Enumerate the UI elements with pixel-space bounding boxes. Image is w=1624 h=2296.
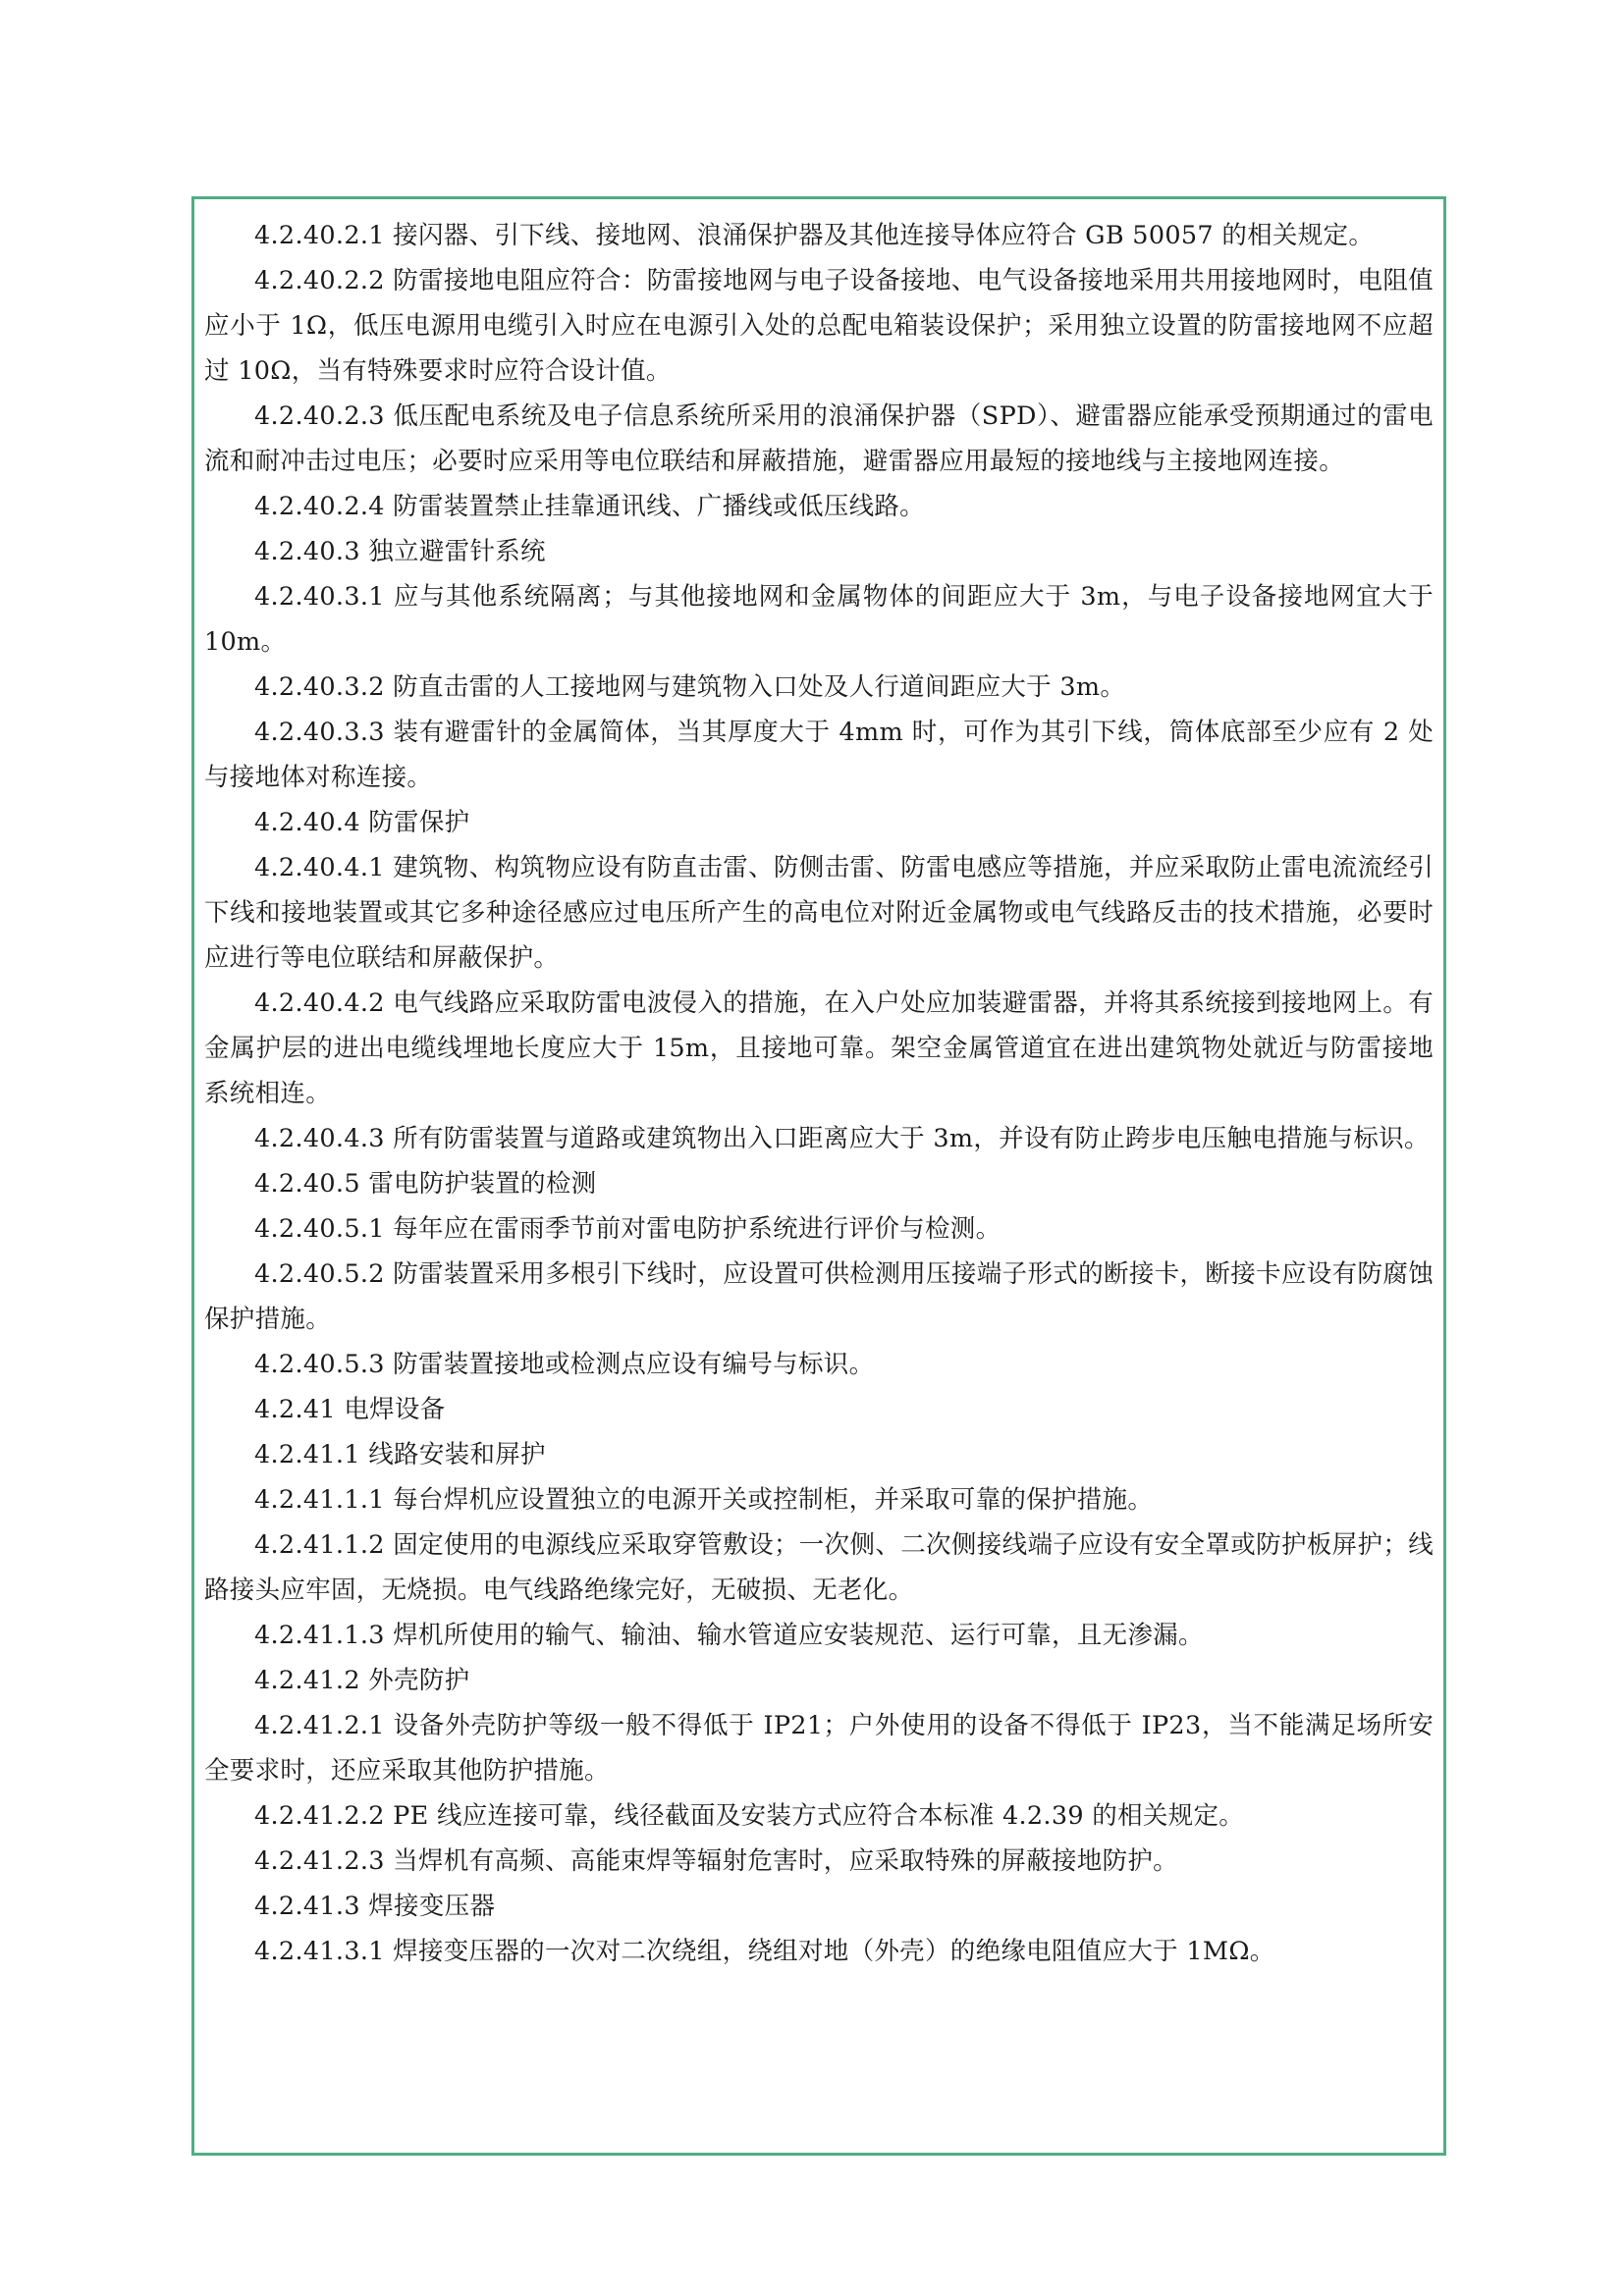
- clause-4-2-41-2-2: 4.2.41.2.2 PE 线应连接可靠，线径截面及安装方式应符合本标准 4.2.39 的相关规定。: [254, 1801, 1245, 1831]
- section-heading-4-2-40-4: 4.2.40.4 防雷保护: [254, 808, 470, 837]
- clause-4-2-40-2-1: 4.2.40.2.1 接闪器、引下线、接地网、浪涌保护器及其他连接导体应符合 GB 50057 的相关规定。: [254, 221, 1375, 250]
- section-heading-4-2-41: 4.2.41 电焊设备: [254, 1395, 446, 1424]
- clause-4-2-40-2-3: 4.2.40.2.3 低压配电系统及电子信息系统所采用的浪涌保护器（SPD）、避雷器应能承受预期通过的雷电流和耐冲击过电压；必要时应采用等电位联结和屏蔽措施，避雷器应用最短的接地线与主接地网连接。: [204, 401, 1434, 476]
- clause-4-2-40-4-2: 4.2.40.4.2 电气线路应采取防雷电波侵入的措施，在入户处应加装避雷器，并将其系统接到接地网上。有金属护层的进出电缆线埋地长度应大于 15m，且接地可靠。架空金属管道宜在进出建筑物处就近与防雷接地系统相连。: [204, 988, 1434, 1108]
- clause-4-2-40-3-3: 4.2.40.3.3 装有避雷针的金属简体，当其厚度大于 4mm 时，可作为其引下线，筒体底部至少应有 2 处与接地体对称连接。: [204, 718, 1434, 792]
- clause-4-2-41-1-2: 4.2.41.1.2 固定使用的电源线应采取穿管敷设；一次侧、二次侧接线端子应设有安全罩或防护板屏护；线路接头应牢固，无烧损。电气线路绝缘完好，无破损、无老化。: [204, 1530, 1434, 1605]
- section-heading-4-2-40-5: 4.2.40.5 雷电防护装置的检测: [254, 1169, 597, 1199]
- clause-4-2-40-5-2: 4.2.40.5.2 防雷装置采用多根引下线时，应设置可供检测用压接端子形式的断接卡，断接卡应设有防腐蚀保护措施。: [204, 1259, 1434, 1334]
- section-heading-4-2-40-3: 4.2.40.3 独立避雷针系统: [254, 537, 546, 566]
- clause-4-2-40-5-1: 4.2.40.5.1 每年应在雷雨季节前对雷电防护系统进行评价与检测。: [254, 1214, 1001, 1244]
- clause-4-2-40-2-4: 4.2.40.2.4 防雷装置禁止挂靠通讯线、广播线或低压线路。: [254, 492, 925, 521]
- section-heading-4-2-41-2: 4.2.41.2 外壳防护: [254, 1666, 470, 1695]
- clause-4-2-41-2-1: 4.2.41.2.1 设备外壳防护等级一般不得低于 IP21；户外使用的设备不得低于 IP23，当不能满足场所安全要求时，还应采取其他防护措施。: [204, 1711, 1434, 1786]
- section-heading-4-2-41-3: 4.2.41.3 焊接变压器: [254, 1892, 496, 1921]
- section-heading-4-2-41-1: 4.2.41.1 线路安装和屏护: [254, 1440, 546, 1469]
- clause-4-2-40-5-3: 4.2.40.5.3 防雷装置接地或检测点应设有编号与标识。: [254, 1350, 875, 1379]
- clause-4-2-40-3-2: 4.2.40.3.2 防直击雷的人工接地网与建筑物入口处及人行道间距应大于 3m。: [254, 672, 1126, 702]
- clause-4-2-41-2-3: 4.2.41.2.3 当焊机有高频、高能束焊等辐射危害时，应采取特殊的屏蔽接地防护。: [254, 1846, 1178, 1876]
- clause-4-2-40-4-3: 4.2.40.4.3 所有防雷装置与道路或建筑物出入口距离应大于 3m，并设有防止跨步电压触电措施与标识。: [254, 1124, 1430, 1153]
- clause-4-2-41-3-1: 4.2.41.3.1 焊接变压器的一次对二次绕组，绕组对地（外壳）的绝缘电阻值应大于 1MΩ。: [254, 1937, 1275, 1966]
- clause-4-2-41-1-3: 4.2.41.1.3 焊机所使用的输气、输油、输水管道应安装规范、运行可靠，且无渗漏。: [254, 1621, 1204, 1650]
- clause-4-2-40-4-1: 4.2.40.4.1 建筑物、构筑物应设有防直击雷、防侧击雷、防雷电感应等措施，并应采取防止雷电流流经引下线和接地装置或其它多种途径感应过电压所产生的高电位对附近金属物或电气线路反击的技术措施，必要时应进行等电位联结和屏蔽保护。: [204, 853, 1434, 973]
- clause-4-2-40-3-1: 4.2.40.3.1 应与其他系统隔离；与其他接地网和金属物体的间距应大于 3m，与电子设备接地网宜大于 10m。: [204, 582, 1434, 657]
- content-frame: [191, 196, 1446, 2156]
- clause-4-2-40-2-2: 4.2.40.2.2 防雷接地电阻应符合：防雷接地网与电子设备接地、电气设备接地采用共用接地网时，电阻值应小于 1Ω，低压电源用电缆引入时应在电源引入处的总配电箱装设保护；采用独立设置的防雷接地网不应超过 10Ω，当有特殊要求时应符合设计值。: [204, 266, 1434, 386]
- clause-4-2-41-1-1: 4.2.41.1.1 每台焊机应设置独立的电源开关或控制柜，并采取可靠的保护措施。: [254, 1485, 1154, 1515]
